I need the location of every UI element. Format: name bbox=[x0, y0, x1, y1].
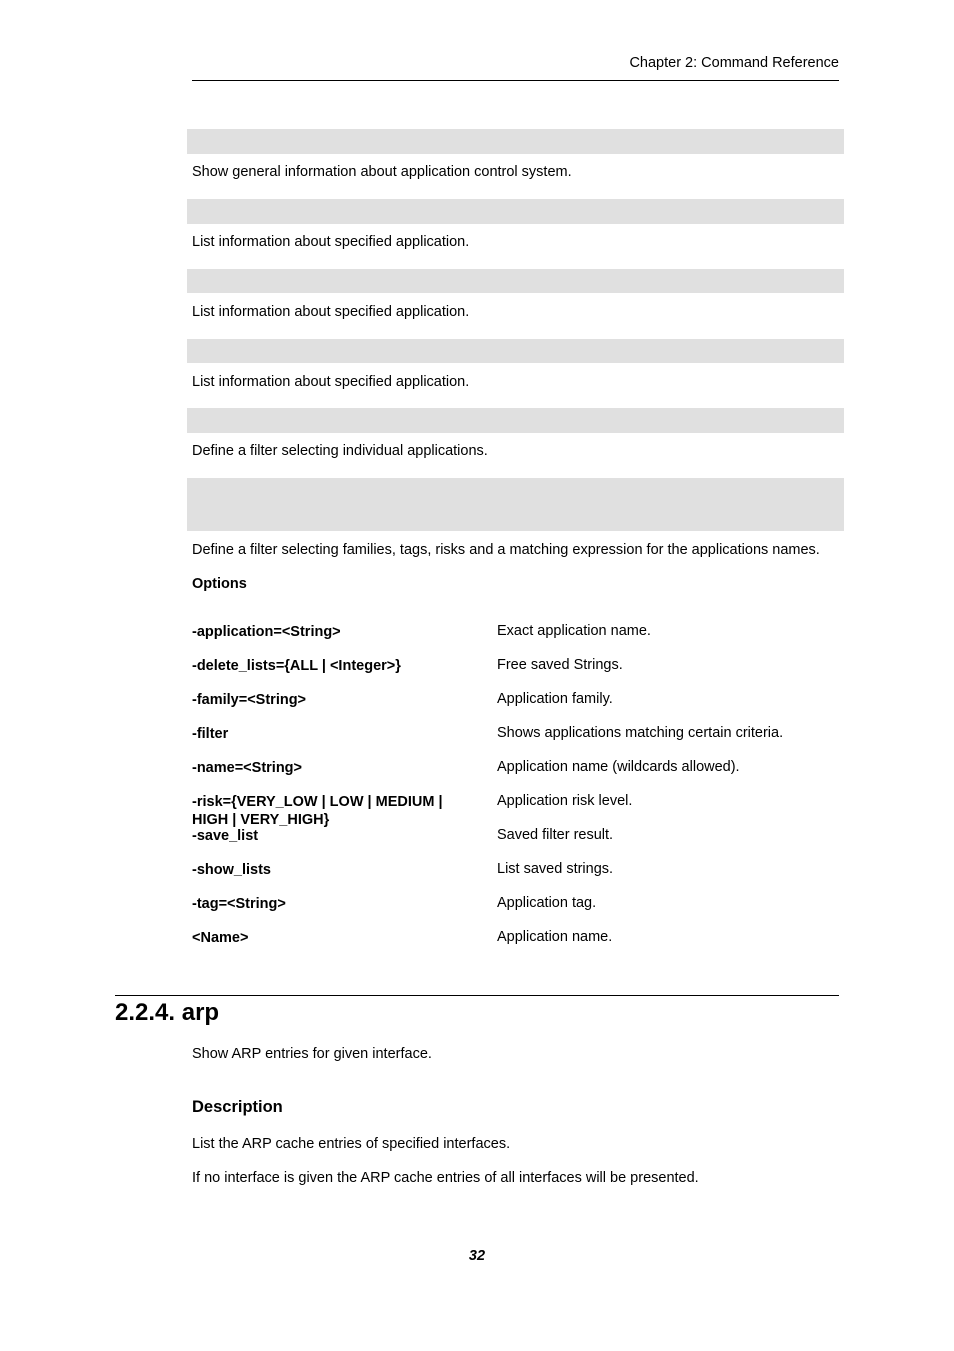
option-description: Application tag. bbox=[497, 895, 597, 911]
running-header: Chapter 2: Command Reference bbox=[629, 55, 839, 71]
command-description: List information about specified application. bbox=[192, 374, 470, 390]
option-name: -family=<String> bbox=[192, 692, 307, 708]
option-description: Free saved Strings. bbox=[497, 657, 623, 673]
section-title: 2.2.4. arp bbox=[115, 999, 220, 1026]
command-bar bbox=[187, 269, 844, 293]
option-name: -delete_lists={ALL | <Integer>} bbox=[192, 658, 401, 674]
option-description: Exact application name. bbox=[497, 623, 651, 639]
option-name: -application=<String> bbox=[192, 624, 341, 640]
command-bar bbox=[187, 339, 844, 363]
option-description: Application name. bbox=[497, 929, 613, 945]
command-description: Define a filter selecting families, tags, risks and a matching expression for the applications names. bbox=[192, 542, 820, 558]
command-bar bbox=[187, 408, 844, 433]
option-name: -filter bbox=[192, 726, 229, 742]
option-name: <Name> bbox=[192, 930, 249, 946]
description-paragraph: If no interface is given the ARP cache entries of all interfaces will be presented. bbox=[192, 1170, 699, 1186]
command-bar bbox=[187, 199, 844, 224]
option-description: List saved strings. bbox=[497, 861, 614, 877]
header-rule bbox=[192, 80, 839, 81]
command-bar bbox=[187, 478, 844, 531]
command-bar bbox=[187, 129, 844, 154]
command-description: Show general information about application control system. bbox=[192, 164, 572, 180]
option-description: Application risk level. bbox=[497, 793, 633, 809]
option-name: -tag=<String> bbox=[192, 896, 286, 912]
option-description: Application family. bbox=[497, 691, 613, 707]
option-description: Application name (wildcards allowed). bbox=[497, 759, 740, 775]
option-name: -risk={VERY_LOW | LOW | MEDIUM | HIGH | VERY_HIGH} bbox=[192, 794, 443, 828]
option-description: Shows applications matching certain criteria. bbox=[497, 725, 784, 741]
section-rule bbox=[115, 995, 839, 996]
command-description: List information about specified application. bbox=[192, 234, 470, 250]
option-description: Saved filter result. bbox=[497, 827, 614, 843]
options-heading: Options bbox=[192, 576, 247, 592]
page-number: 32 bbox=[468, 1248, 486, 1264]
description-heading: Description bbox=[192, 1098, 283, 1116]
section-summary: Show ARP entries for given interface. bbox=[192, 1046, 432, 1062]
option-name: -save_list bbox=[192, 828, 259, 844]
option-name: -name=<String> bbox=[192, 760, 302, 776]
description-paragraph: List the ARP cache entries of specified interfaces. bbox=[192, 1136, 511, 1152]
command-description: List information about specified application. bbox=[192, 304, 470, 320]
command-description: Define a filter selecting individual applications. bbox=[192, 443, 488, 459]
option-name: -show_lists bbox=[192, 862, 271, 878]
